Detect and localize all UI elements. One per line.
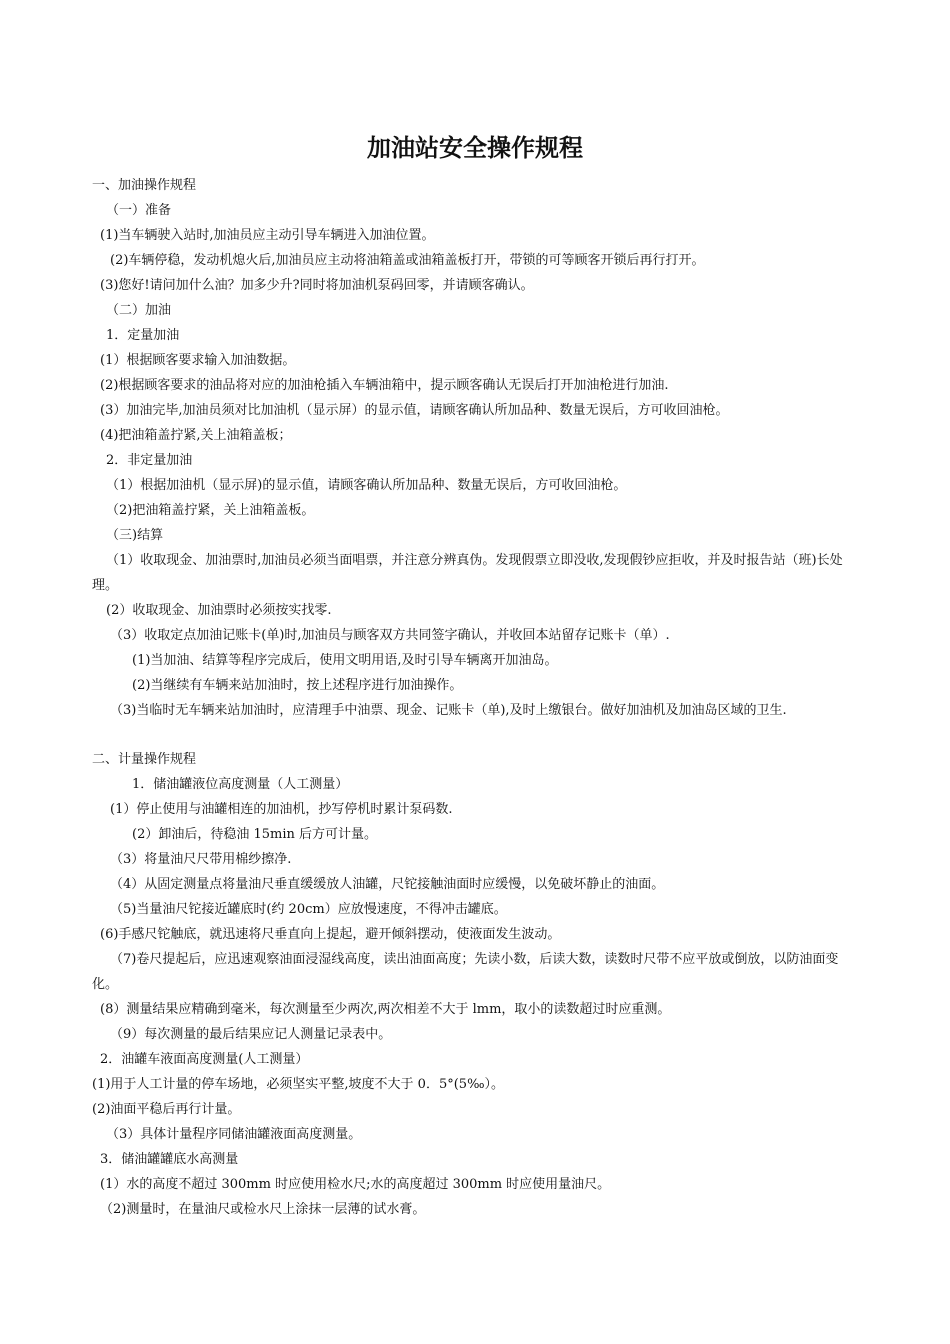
paragraph: (2)车辆停稳，发动机熄火后,加油员应主动将油箱盖或油箱盖板打开，带锁的可等顾客开锁后再行打开。	[110, 253, 705, 268]
item-heading: 3．储油罐罐底水高测量	[100, 1152, 239, 1167]
paragraph: (2)当继续有车辆来站加油时，按上述程序进行加油操作。	[132, 678, 463, 693]
paragraph: (1）根据顾客要求输入加油数据。	[100, 353, 296, 368]
paragraph: （1）收取现金、加油票时,加油员必须当面唱票，并注意分辨真伪。发现假票立即没收,发现假钞应拒收，并及时报告站（班)长处理。	[92, 553, 843, 593]
section-heading: 二、计量操作规程	[92, 752, 197, 767]
document-title: 加油站安全操作规程	[367, 133, 583, 162]
section-heading: 一、加油操作规程	[92, 178, 197, 193]
paragraph: （9）每次测量的最后结果应记人测量记录表中。	[110, 1027, 392, 1042]
paragraph: （3）将量油尺尺带用棉纱擦净.	[110, 852, 292, 867]
paragraph: （1）根据加油机（显示屏)的显示值，请顾客确认所加品种、数量无误后，方可收回油枪。	[106, 478, 627, 493]
paragraph: （2)测量时，在量油尺或检水尺上涂抹一层薄的试水膏。	[100, 1202, 426, 1217]
paragraph: (8）测量结果应精确到毫米，每次测量至少两次,两次相差不大于 lmm，取小的读数超过时应重测。	[100, 1002, 671, 1017]
paragraph: （3)当临时无车辆来站加油时，应清理手中油票、现金、记账卡（单),及时上缴银台。做好加油机及加油岛区域的卫生.	[110, 703, 787, 718]
section-gap	[92, 723, 862, 747]
paragraph: （4）从固定测量点将量油尺垂直缓缓放人油罐，尺铊接触油面时应缓慢，以免破坏静止的油面。	[110, 877, 665, 892]
item-heading: 1．储油罐液位高度测量（人工测量）	[132, 777, 349, 792]
subsection-heading: （二）加油	[106, 303, 172, 318]
item-heading: 1．定量加油	[106, 328, 180, 343]
document-body	[92, 173, 862, 1222]
paragraph: （2)把油箱盖拧紧，关上油箱盖板。	[106, 503, 315, 518]
paragraph: (2)根据顾客要求的油品将对应的加油枪插入车辆油箱中，提示顾客确认无误后打开加油枪进行加油.	[100, 378, 669, 393]
paragraph: (1）水的高度不超过 300mm 时应使用检水尺;水的高度超过 300mm 时应使用量油尺。	[100, 1177, 611, 1192]
paragraph: （3）收取定点加油记账卡(单)时,加油员与顾客双方共同签字确认，并收回本站留存记账卡（单）.	[110, 628, 670, 643]
paragraph: (2)油面平稳后再行计量。	[92, 1102, 241, 1117]
paragraph: (3)您好!请问加什么油？加多少升?同时将加油机泵码回零，并请顾客确认。	[100, 278, 534, 293]
paragraph: (1)当加油、结算等程序完成后，使用文明用语,及时引导车辆离开加油岛。	[132, 653, 558, 668]
paragraph: (3）加油完毕,加油员须对比加油机（显示屏）的显示值，请顾客确认所加品种、数量无误后，方可收回油枪。	[100, 403, 729, 418]
item-heading: 2．油罐车液面高度测量(人工测量）	[100, 1052, 309, 1067]
paragraph: (4)把油箱盖拧紧,关上油箱盖板；	[100, 428, 292, 443]
paragraph: (6)手感尺铊触底，就迅速将尺垂直向上提起，避开倾斜摆动，使液面发生波动。	[100, 927, 561, 942]
subsection-heading: （三)结算	[106, 528, 164, 543]
paragraph: (2）收取现金、加油票时必须按实找零.	[106, 603, 332, 618]
paragraph: (1）停止使用与油罐相连的加油机，抄写停机时累计泵码数.	[110, 802, 453, 817]
paragraph: (1)当车辆驶入站时,加油员应主动引导车辆进入加油位置。	[100, 228, 435, 243]
paragraph: （3）具体计量程序同储油罐液面高度测量。	[106, 1127, 362, 1142]
paragraph: (1)用于人工计量的停车场地，必须坚实平整,坡度不大于 0．5°(5‰）。	[92, 1077, 505, 1092]
paragraph: (2）卸油后，待稳油 15min 后方可计量。	[132, 827, 378, 842]
subsection-heading: （一）准备	[106, 203, 172, 218]
paragraph: （7)卷尺提起后，应迅速观察油面浸湿线高度，读出油面高度；先读小数，后读大数，读数时尺带不应平放或倒放，以防油面变化。	[92, 952, 839, 992]
item-heading: 2．非定量加油	[106, 453, 193, 468]
paragraph: （5)当量油尺铊接近罐底时(约 20cm）应放慢速度，不得冲击罐底。	[110, 902, 507, 917]
